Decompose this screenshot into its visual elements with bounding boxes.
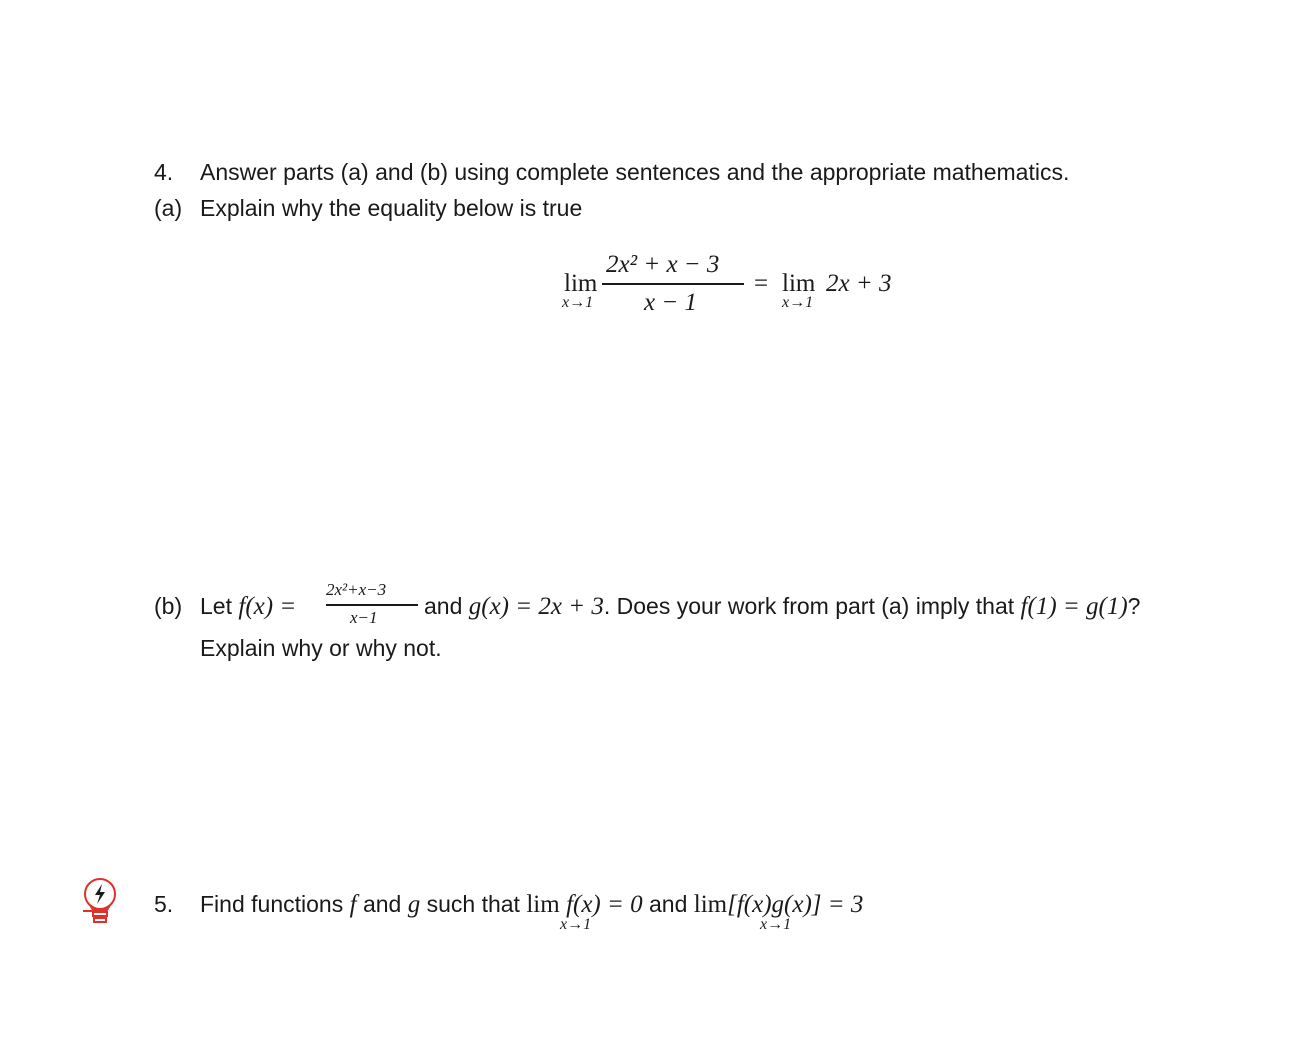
q4b-line1 [200, 592, 296, 621]
q4-instructions: Answer parts (a) and (b) using complete sentences and the appropriate mathematics. [200, 159, 1070, 185]
rhs-lim-subscript: x→1 [782, 294, 814, 311]
fraction-denominator: x − 1 [644, 289, 697, 316]
rhs-lim: lim [782, 270, 816, 297]
f-definition: f(x) = [238, 593, 297, 620]
f-symbol: f [349, 891, 357, 918]
q5-and1: and [362, 891, 402, 917]
q5-lim2: lim [693, 891, 728, 918]
q5-lim1-subscript: x→1 [560, 916, 592, 933]
equals-sign: = [754, 270, 769, 297]
lightbulb-bolt-icon[interactable] [82, 878, 118, 928]
and-text: and [424, 593, 463, 619]
q4-number: 4. [154, 159, 174, 185]
q4a-text: Explain why the equality below is true [200, 195, 583, 221]
q5-lim2-subscript: x→1 [760, 916, 792, 933]
q5-text-start: Find functions [200, 891, 344, 917]
q4b-line1-rest [424, 592, 1140, 621]
q5-number: 5. [154, 891, 174, 917]
f-fraction-bar [326, 604, 418, 606]
q4b-line2: Explain why or why not. [200, 635, 442, 661]
q5-and2: and [649, 891, 688, 917]
fraction-bar [602, 283, 744, 285]
q5-line [200, 890, 863, 919]
q4a-label: (a) [154, 195, 183, 221]
q5-expr1: f(x) = 0 [566, 891, 643, 918]
question-text: . Does your work from part (a) imply that [603, 593, 1015, 619]
f-numerator: 2x²+x−3 [326, 580, 387, 599]
q4b-label: (b) [154, 593, 183, 619]
fraction-numerator: 2x² + x − 3 [606, 251, 720, 278]
q5-such-that: such that [426, 891, 520, 917]
g-definition: g(x) = 2x + 3 [468, 593, 604, 620]
q5-lim1: lim [526, 891, 560, 918]
q5-expr2: [f(x)g(x)] = 3 [727, 891, 864, 918]
g-symbol: g [407, 891, 421, 918]
lhs-lim: lim [564, 270, 598, 297]
let-text: Let [200, 593, 232, 619]
lhs-lim-subscript: x→1 [562, 294, 594, 311]
equality-expression: f(1) = g(1) [1020, 593, 1128, 620]
rhs-expression: 2x + 3 [826, 270, 892, 297]
question-mark: ? [1127, 593, 1141, 619]
limit-equation [560, 248, 920, 318]
f-denominator: x−1 [350, 608, 378, 627]
